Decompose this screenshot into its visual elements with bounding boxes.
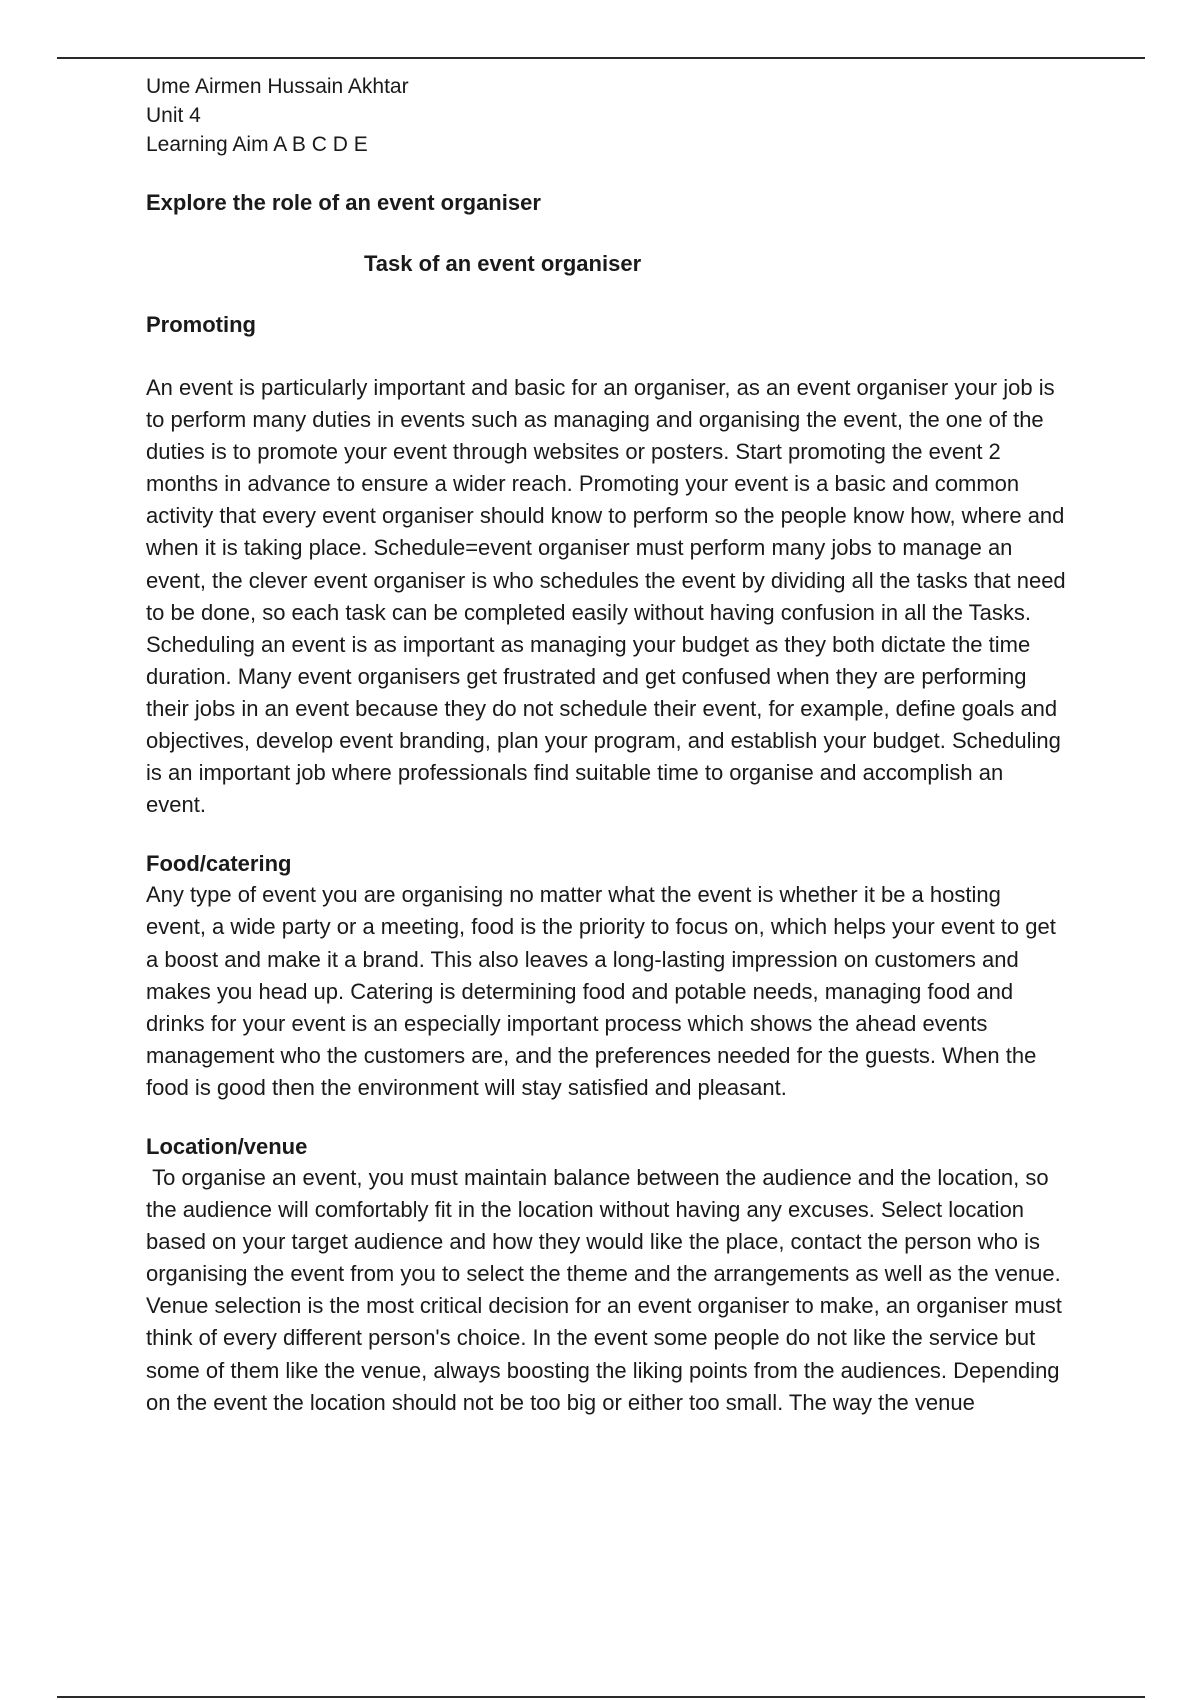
document-subtitle: Task of an event organiser <box>364 251 642 276</box>
author-name: Ume Airmen Hussain Akhtar <box>146 75 409 98</box>
section-body-location-venue: To organise an event, you must maintain balance between the audience and the location, so the audience will comfortably fit in the location without having any excuses. Select location based on your target audience and how they would like the place, contact the person who is organising the event from you to select the theme and the arrangements as well as the venue. Venue selection is the most critical decision for an event organiser to make, an organiser must think of every different person's choice. In the event some people do not like the service but some of them like the venue, always boosting the liking points from the audiences. Depending on the event the location should not be too big or either too small. The way the venue <box>146 1164 1069 1415</box>
learning-aim-label: Learning Aim A B C D E <box>146 133 368 156</box>
document-title: Explore the role of an event organiser <box>146 190 541 215</box>
section-heading-food-catering: Food/catering <box>146 851 292 877</box>
document-page <box>146 72 1076 1419</box>
unit-label: Unit 4 <box>146 104 201 127</box>
top-rule <box>57 57 1145 59</box>
bottom-rule <box>57 1696 1145 1698</box>
section-body-promoting: An event is particularly important and basic for an organiser, as an event organiser your job is to perform many duties in events such as managing and organising the event, the one of the duties is to promote your event through websites or posters. Start promoting the event 2 months in advance to ensure a wider reach. Promoting your event is a basic and common activity that every event organiser should know to perform so the people know how, where and when it is taking place. Schedule=event organiser must perform many jobs to manage an event, the clever event organiser is who schedules the event by dividing all the tasks that need to be done, so each task can be completed easily without having confusion in all the Tasks. Scheduling an event is as important as managing your budget as they both dictate the time duration. Many event organisers get frustrated and get confused when they are performing their jobs in an event because they do not schedule their event, for example, define goals and objectives, develop event branding, plan your program, and establish your budget. Scheduling is an important job where professionals find suitable time to organise and accomplish an event. <box>146 375 1066 818</box>
section-heading-location-venue: Location/venue <box>146 1133 308 1159</box>
section-body-food-catering: Any type of event you are organising no matter what the event is whether it be a hosting event, a wide party or a meeting, food is the priority to focus on, which helps your event to get a boost and make it a brand. This also leaves a long-lasting impression on customers and makes you head up. Catering is determining food and potable needs, managing food and drinks for your event is an especially important process which shows the ahead events management who the customers are, and the preferences needed for the guests. When the food is good then the environment will stay satisfied and pleasant. <box>146 882 1056 1100</box>
header-block <box>146 72 1076 159</box>
section-heading-promoting: Promoting <box>146 312 256 337</box>
